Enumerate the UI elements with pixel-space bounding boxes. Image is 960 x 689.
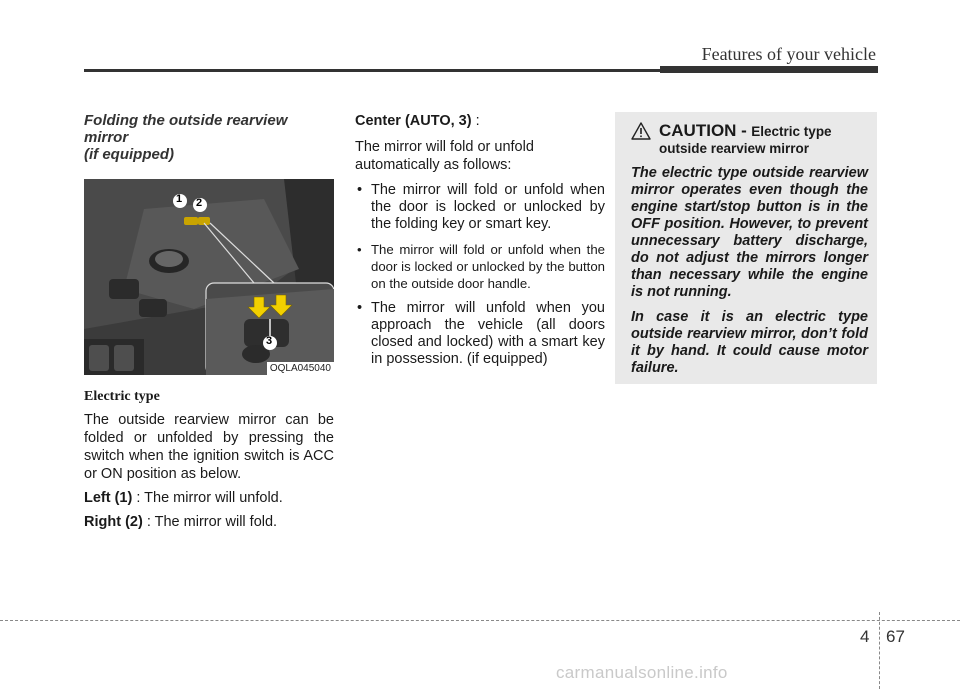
caution-paragraph-1: The electric type outside rearview mirror operates even though the engine start/stop button is in the OFF position. However, to prevent unnecessary battery discharge, do not adjust the mirrors longer than necessary while the engine is not running. <box>631 165 868 300</box>
callout-3: 3 <box>266 335 273 347</box>
left-label: Left (1) <box>84 490 133 506</box>
middle-column <box>355 112 605 376</box>
section-title-line2: (if equipped) <box>84 146 174 163</box>
caution-title-line2: outside rearview mirror <box>659 141 810 156</box>
auto-fold-list <box>355 182 605 368</box>
list-item: • The mirror will fold or unfold when the door is locked or unlocked by the folding key or smart key. <box>355 182 605 233</box>
footer-divider <box>879 612 880 689</box>
figure-code: OQLA045040 <box>267 362 334 375</box>
mirror-switch-figure <box>84 179 334 375</box>
right-text: : The mirror will fold. <box>146 514 278 530</box>
center-label: Center (AUTO, 3) <box>355 113 472 129</box>
header-rule-accent <box>660 66 878 73</box>
center-intro: The mirror will fold or unfold automatically as follows: <box>355 139 534 173</box>
electric-type-body: The outside rearview mirror can be folded or unfolded by pressing the switch when the ignition switch is ACC or ON position as below. <box>84 412 334 482</box>
caution-title <box>659 122 832 157</box>
left-instruction <box>84 489 334 507</box>
left-column <box>84 112 334 537</box>
center-colon: : <box>475 113 480 129</box>
center-heading <box>355 112 605 130</box>
caution-word: CAUTION - <box>659 121 747 140</box>
warning-triangle-icon <box>631 122 651 140</box>
subhead-electric-type: Electric type <box>84 389 160 404</box>
page-number: 67 <box>886 627 905 646</box>
section-title-line1: Folding the outside rearview mirror <box>84 112 288 146</box>
right-instruction <box>84 513 334 531</box>
mirror-switch-illustration <box>84 179 334 375</box>
section-title <box>84 112 334 163</box>
right-label: Right (2) <box>84 514 143 530</box>
list-item: • The mirror will fold or unfold when the door is locked or unlocked by the button on the outside door handle. <box>355 241 605 292</box>
footer-rule <box>0 620 960 621</box>
left-text: : The mirror will unfold. <box>136 490 283 506</box>
callout-2: 2 <box>196 197 203 209</box>
list-item: • The mirror will unfold when you approach the vehicle (all doors closed and locked) with a smart key in possession. (if equipped) <box>355 300 605 368</box>
caution-paragraph-2: In case it is an electric type outside rearview mirror, don’t fold it by hand. It could cause motor failure. <box>631 309 868 376</box>
caution-title-rest: Electric type <box>751 124 832 139</box>
callout-1: 1 <box>176 193 183 205</box>
chapter-number: 4 <box>860 627 870 646</box>
caution-heading <box>631 122 868 157</box>
caution-box <box>615 112 877 384</box>
watermark: carmanualsonline.info <box>556 663 728 682</box>
header-title: Features of your vehicle <box>701 44 876 64</box>
